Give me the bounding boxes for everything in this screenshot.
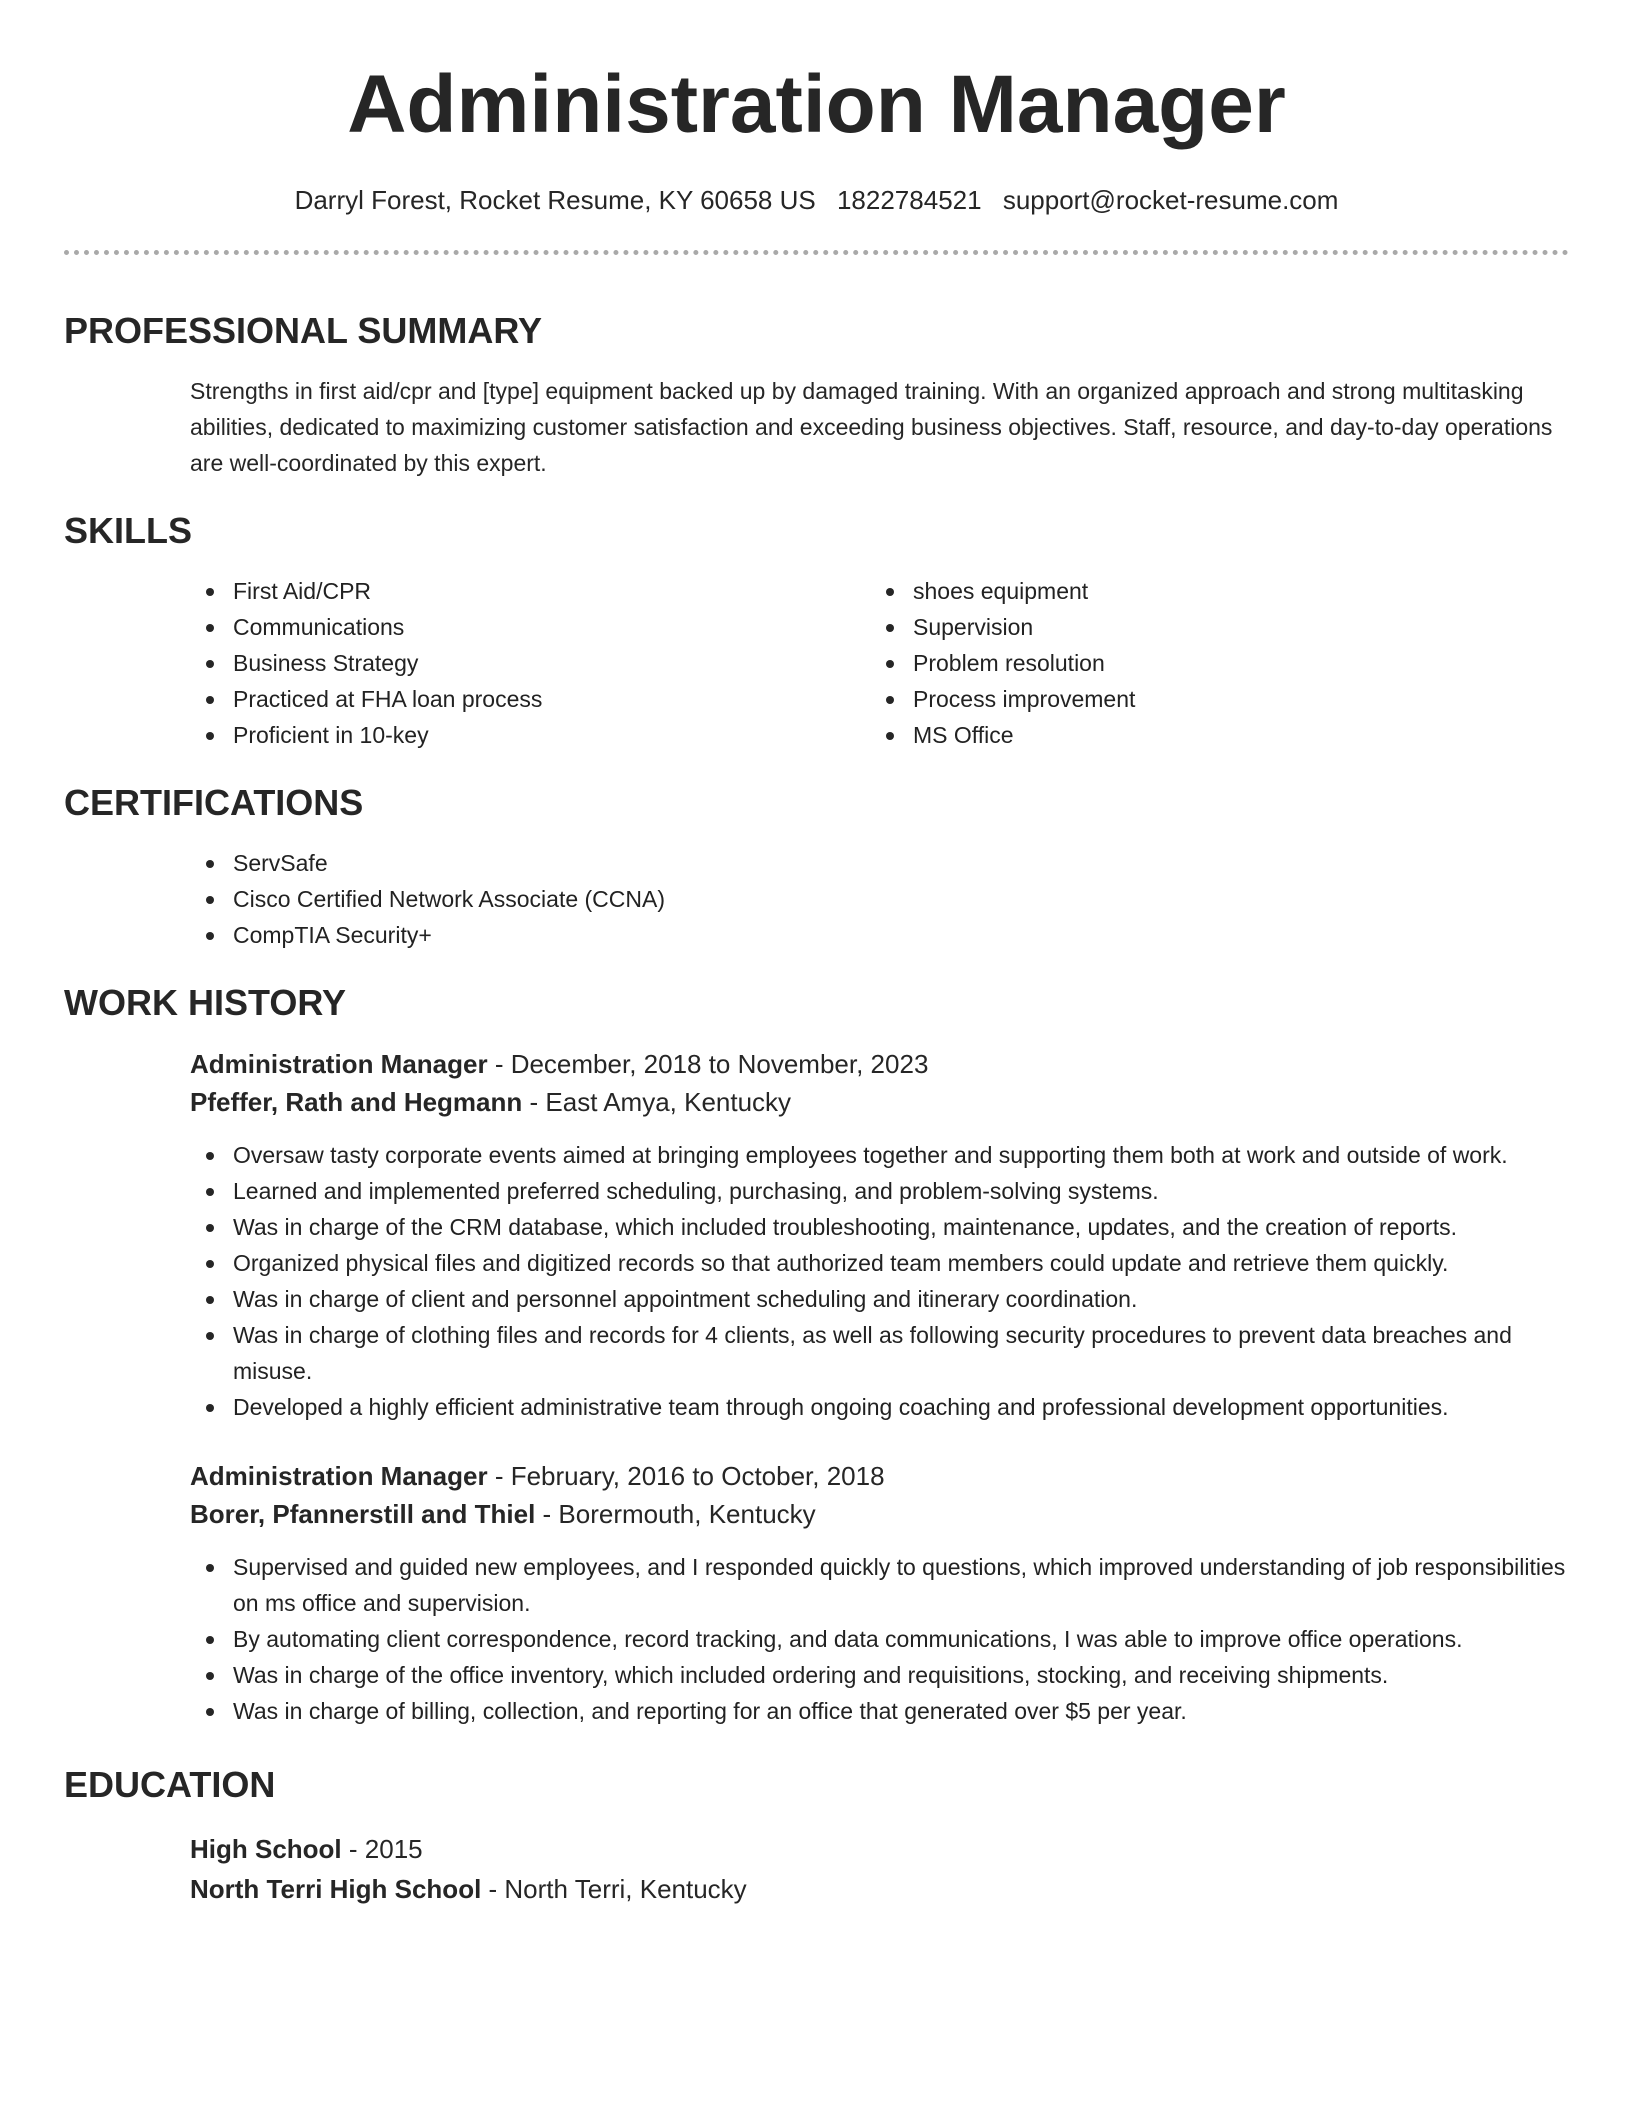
certification-item: Cisco Certified Network Associate (CCNA) (190, 881, 1569, 917)
job-role: Administration Manager (190, 1049, 488, 1079)
job-company: Pfeffer, Rath and Hegmann (190, 1087, 523, 1117)
job-duty: By automating client correspondence, record tracking, and data communications, I was able to improve office operations. (190, 1621, 1569, 1657)
job-duty: Organized physical files and digitized records so that authorized team members could update and retrieve them quickly. (190, 1245, 1569, 1281)
job-duty: Oversaw tasty corporate events aimed at bringing employees together and supporting them both at work and outside of work. (190, 1137, 1569, 1173)
skill-item: MS Office (870, 717, 1550, 753)
skill-item: Communications (190, 609, 870, 645)
skill-item: Problem resolution (870, 645, 1550, 681)
certifications-heading: CERTIFICATIONS (64, 782, 364, 823)
job-company-line (190, 1495, 1569, 1533)
job-role: Administration Manager (190, 1461, 488, 1491)
header-divider (64, 250, 1569, 255)
skills-columns (190, 573, 1569, 753)
skill-item: Practiced at FHA loan process (190, 681, 870, 717)
contact-line (64, 184, 1569, 216)
certification-item: CompTIA Security+ (190, 917, 1569, 953)
education-location: - North Terri, Kentucky (481, 1874, 747, 1904)
education-year: - 2015 (341, 1834, 423, 1864)
job-duty: Was in charge of billing, collection, and reporting for an office that generated over $5 per year. (190, 1693, 1569, 1729)
skills-heading: SKILLS (64, 510, 193, 551)
contact-email: support@rocket-resume.com (1002, 185, 1339, 215)
job-duties-list (190, 1549, 1569, 1729)
job-company-line (190, 1083, 1569, 1121)
job-role-line (190, 1045, 1569, 1083)
job-duty: Was in charge of client and personnel appointment scheduling and itinerary coordination. (190, 1281, 1569, 1317)
skill-item: Supervision (870, 609, 1550, 645)
education-degree: High School (190, 1834, 342, 1864)
job-entry (190, 1045, 1569, 1425)
skill-item: Process improvement (870, 681, 1550, 717)
certification-item: ServSafe (190, 845, 1569, 881)
work-history-section (64, 983, 1569, 1729)
job-role-line (190, 1457, 1569, 1495)
job-dates: - February, 2016 to October, 2018 (487, 1461, 885, 1491)
skill-item: shoes equipment (870, 573, 1550, 609)
job-duty: Was in charge of the CRM database, which included troubleshooting, maintenance, updates, and the creation of reports. (190, 1209, 1569, 1245)
job-dates: - December, 2018 to November, 2023 (487, 1049, 929, 1079)
education-heading: EDUCATION (64, 1764, 276, 1805)
job-duty: Developed a highly efficient administrative team through ongoing coaching and professional development opportunities. (190, 1389, 1569, 1425)
summary-section (64, 311, 1569, 481)
certifications-section (64, 783, 1569, 953)
skills-list-left (190, 573, 870, 753)
job-duty: Was in charge of clothing files and records for 4 clients, as well as following security procedures to prevent data breaches and misuse. (190, 1317, 1569, 1389)
skills-list-right (870, 573, 1550, 753)
skills-section (64, 511, 1569, 753)
job-duty: Supervised and guided new employees, and I responded quickly to questions, which improved understanding of job responsibilities on ms office and supervision. (190, 1549, 1569, 1621)
job-location: - Borermouth, Kentucky (535, 1499, 816, 1529)
job-location: - East Amya, Kentucky (522, 1087, 792, 1117)
job-duty: Was in charge of the office inventory, which included ordering and requisitions, stocking, and receiving shipments. (190, 1657, 1569, 1693)
contact-phone: 1822784521 (836, 185, 982, 215)
skill-item: Proficient in 10-key (190, 717, 870, 753)
summary-text: Strengths in first aid/cpr and [type] equipment backed up by damaged training. With an organized approach and strong multitasking abilities, dedicated to maximizing customer satisfaction and exceeding business objectives. Staff, resource, and day-to-day operations are well-coordinated by this expert. (190, 378, 1553, 476)
resume-page (64, 0, 1569, 1909)
job-company: Borer, Pfannerstill and Thiel (190, 1499, 536, 1529)
work-history-heading: WORK HISTORY (64, 982, 347, 1023)
education-entry (190, 1829, 1569, 1909)
education-degree-line (190, 1829, 1569, 1869)
education-school: North Terri High School (190, 1874, 482, 1904)
job-duties-list (190, 1137, 1569, 1425)
contact-address: Darryl Forest, Rocket Resume, KY 60658 US (294, 185, 816, 215)
skill-item: Business Strategy (190, 645, 870, 681)
certifications-list (190, 845, 1569, 953)
education-school-line (190, 1869, 1569, 1909)
job-entry (190, 1457, 1569, 1729)
resume-title: Administration Manager (347, 59, 1286, 150)
job-duty: Learned and implemented preferred scheduling, purchasing, and problem-solving systems. (190, 1173, 1569, 1209)
skill-item: First Aid/CPR (190, 573, 870, 609)
education-section (64, 1765, 1569, 1909)
summary-heading: PROFESSIONAL SUMMARY (64, 310, 543, 351)
